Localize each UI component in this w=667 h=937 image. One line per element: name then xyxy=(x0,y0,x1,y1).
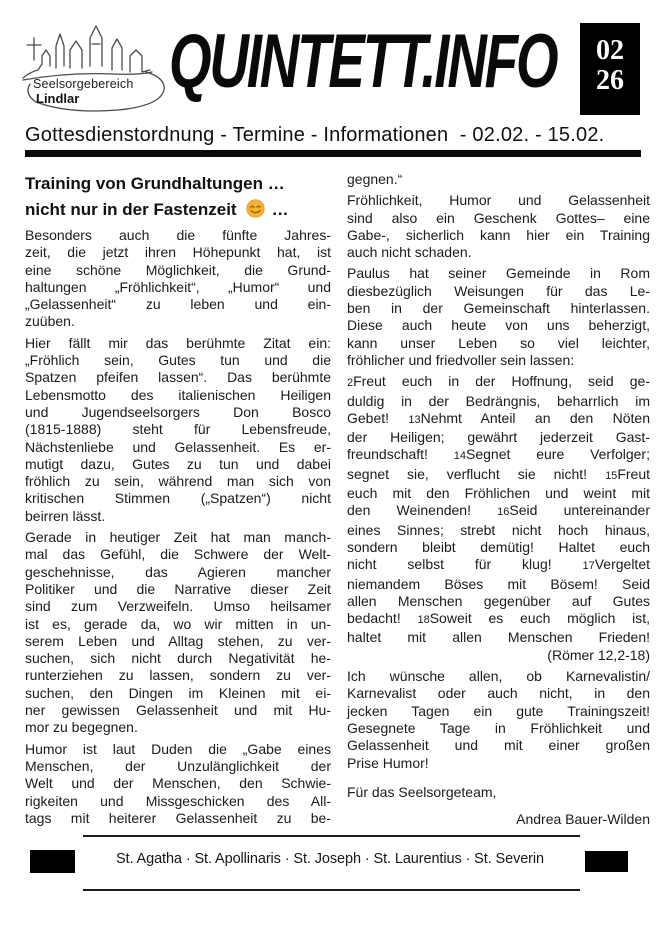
text-line xyxy=(347,576,650,593)
text-segment: runterziehen zu lassen, sondern zu ver- xyxy=(25,667,331,684)
text-segment: ner gewissen Gelassenheit und mit Hu- xyxy=(25,702,331,719)
footer-rule-top xyxy=(83,835,580,837)
text-line xyxy=(347,755,650,772)
text-line xyxy=(347,784,650,801)
text-line xyxy=(25,279,331,296)
text-segment: Für das Seelsorgeteam, xyxy=(347,783,497,800)
text-segment: niemandem Böses mit Bösem! Seid xyxy=(347,575,650,592)
text-line xyxy=(347,352,650,369)
paragraph xyxy=(347,171,650,188)
footer-right-block xyxy=(585,851,628,872)
issue-box xyxy=(580,23,640,115)
text-segment: Paulus hat seiner Gemeinde in Rom xyxy=(347,265,650,282)
text-segment: Hier fällt mir das berühmte Zitat ein: xyxy=(25,334,331,351)
text-line xyxy=(347,429,650,446)
verse-number: 17 xyxy=(582,560,595,573)
text-line xyxy=(25,810,331,827)
text-line xyxy=(25,685,331,702)
text-line xyxy=(25,421,331,438)
text-segment: Freut euch in der Hoffnung, seid ge- xyxy=(353,373,650,390)
text-line xyxy=(347,192,650,209)
text-segment: Fröhlichkeit, Humor und Gelassenheit xyxy=(347,192,650,209)
text-segment: allen Menschen gegenüber auf Gutes xyxy=(347,592,650,609)
left-column xyxy=(25,171,331,831)
text-segment: sind also ein Geschenk Gottes– eine xyxy=(347,209,650,226)
text-segment: euch mit den Fröhlichen und weint mit xyxy=(347,485,650,502)
text-line xyxy=(347,502,650,521)
paragraph xyxy=(347,668,650,772)
paragraph xyxy=(25,741,331,827)
verse-number: 14 xyxy=(453,450,467,463)
text-segment: auch nicht schaden. xyxy=(347,244,472,261)
text-segment: serem Leben und Alltag stehen, zu ver- xyxy=(25,632,331,649)
text-line xyxy=(347,610,650,629)
text-line xyxy=(25,508,331,525)
text-segment: kann unser Leben so viel leichter, xyxy=(347,334,650,351)
text-segment: Soweit es euch möglich ist, xyxy=(429,610,650,627)
text-line xyxy=(347,668,650,685)
text-line xyxy=(347,703,650,720)
text-segment: Gabe-, sicherlich kann hier ein Training xyxy=(347,226,650,243)
text-segment: jecken Tagen ein gute Trainingszeit! xyxy=(347,702,650,719)
text-line xyxy=(25,529,331,546)
text-line xyxy=(347,556,650,575)
text-line xyxy=(25,296,331,313)
text-segment: nicht selbst für klug! xyxy=(347,556,583,573)
text-segment: eines Sinnes; strebt nicht hoch hinaus, xyxy=(347,521,650,538)
text-line xyxy=(347,171,650,188)
text-segment: Nehmt Anteil an den Nöten xyxy=(420,409,650,426)
text-line xyxy=(25,650,331,667)
text-line xyxy=(25,352,331,369)
text-line xyxy=(25,793,331,810)
text-line xyxy=(347,446,650,465)
paragraph xyxy=(25,529,331,737)
text-line xyxy=(347,283,650,300)
text-segment: Welt und der Menschen, den Schwie- xyxy=(25,775,331,792)
text-line xyxy=(25,335,331,352)
text-segment: eine schöne Möglichkeit, die Grund- xyxy=(25,261,331,278)
text-segment: Gebet! xyxy=(347,409,409,426)
text-line xyxy=(25,313,331,330)
footer-rule-bottom xyxy=(83,889,580,891)
text-segment: Nächstenliebe und Gelassenheit. Es er- xyxy=(25,438,331,455)
text-segment: und Jugendseelsorgers Don Bosco xyxy=(25,403,331,420)
text-segment: rigkeiten und Missgeschicken des All- xyxy=(25,792,331,809)
issue-number-bottom: 26 xyxy=(596,65,624,96)
text-segment: den Weinenden! xyxy=(347,502,498,519)
text-segment: Diese auch heute von uns beherzigt, xyxy=(347,317,650,334)
text-line xyxy=(25,758,331,775)
text-segment: zuüben. xyxy=(25,313,75,330)
text-line xyxy=(347,227,650,244)
text-line xyxy=(25,387,331,404)
text-line xyxy=(347,373,650,392)
text-segment: mor zu begegnen. xyxy=(25,719,138,736)
text-line xyxy=(25,741,331,758)
tagline: Gottesdienstordnung - Termine - Informationen - 02.02. - 15.02. xyxy=(25,124,605,146)
text-segment: der Heiligen; gewährt jederzeit Gast- xyxy=(347,429,650,446)
right-column xyxy=(347,171,650,832)
text-line xyxy=(347,685,650,702)
text-segment: Freut xyxy=(617,465,650,482)
text-segment: haltet mit allen Menschen Frieden! xyxy=(347,629,650,646)
text-line xyxy=(25,473,331,490)
text-segment: kritischen Stimmen („Spatzen“) nicht xyxy=(25,490,331,507)
text-line xyxy=(347,720,650,737)
text-segment: Vergeltet xyxy=(594,556,650,573)
text-segment: suchen, den Dingen im Kleinen mit ei- xyxy=(25,684,331,701)
text-line xyxy=(347,210,650,227)
verse-number: 15 xyxy=(605,469,618,482)
text-segment: Andrea Bauer-Wilden xyxy=(516,811,650,828)
text-segment: Gelassenheit und mit einer großen xyxy=(347,737,650,754)
text-line xyxy=(25,456,331,473)
logo-region-label: Seelsorgebereich xyxy=(33,77,134,91)
text-segment: Besonders auch die fünfte Jahres- xyxy=(25,227,331,243)
text-segment: diesbezüglich Weisungen für das Le- xyxy=(347,282,650,299)
text-line xyxy=(347,522,650,539)
paragraph xyxy=(347,265,650,369)
parish-logo xyxy=(18,14,170,116)
text-line xyxy=(347,539,650,556)
text-line xyxy=(25,439,331,456)
text-line xyxy=(347,244,650,261)
header-rule xyxy=(25,150,641,157)
text-segment: Spatzen pfeifen lassen“. Das berühmte xyxy=(25,369,331,386)
paragraph xyxy=(347,811,650,828)
text-segment: suchen, sich nicht durch Negativität he- xyxy=(25,650,331,667)
heading-line-1: Training von Grundhaltungen … xyxy=(25,174,285,193)
text-segment: zeit, die jetzt ihren Höhepunkt hat, ist xyxy=(25,244,331,261)
text-segment: Politiker und die Narrative dieser Zeit xyxy=(25,580,331,597)
text-segment: duldig in der Bedrängnis, beharrlich im xyxy=(347,392,650,409)
text-segment: fröhlicher und friedvoller sein lassen: xyxy=(347,351,575,368)
text-line xyxy=(347,393,650,410)
text-line xyxy=(347,485,650,502)
church-names: St. Agatha · St. Apollinaris · St. Joseph · St. Laurentius · St. Severin xyxy=(115,851,544,867)
text-line xyxy=(347,466,650,485)
article-heading xyxy=(25,171,331,223)
text-line xyxy=(347,265,650,282)
text-line xyxy=(25,667,331,684)
text-segment: Humor ist laut Duden die „Gabe eines xyxy=(25,740,331,757)
verse-number: 16 xyxy=(497,506,510,519)
text-segment: sondern bleibt demütig! Haltet euch xyxy=(347,538,650,555)
text-line xyxy=(25,633,331,650)
text-line xyxy=(25,369,331,386)
text-segment: bedacht! xyxy=(347,610,418,627)
text-segment: Segnet eure Verfolger; xyxy=(466,446,650,463)
text-segment: ben in der Gemeinschaft hinterlassen. xyxy=(347,300,650,317)
text-segment: Menschen, der Unzulänglichkeit der xyxy=(25,757,331,774)
text-segment: „Fröhlich sein, Gutes tun und die xyxy=(25,352,331,369)
smiling-face-icon xyxy=(246,199,265,218)
text-line xyxy=(25,404,331,421)
text-line xyxy=(347,300,650,317)
text-line xyxy=(25,564,331,581)
issue-number-top: 02 xyxy=(596,35,624,66)
right-paragraphs xyxy=(347,171,650,828)
text-line xyxy=(347,737,650,754)
text-line xyxy=(25,775,331,792)
text-segment: mutigt dazu, Gutes zu tun und dabei xyxy=(25,455,331,472)
text-line xyxy=(347,317,650,334)
text-line xyxy=(347,410,650,429)
verse-number: 18 xyxy=(417,614,430,627)
text-segment: freundschaft! xyxy=(347,446,454,463)
text-segment: Gerade in heutiger Zeit hat man manch- xyxy=(25,529,331,546)
text-segment: sind zum Verzweifeln. Umso heilsamer xyxy=(25,598,331,615)
verse-number: 2 xyxy=(347,377,354,390)
text-segment: Ich wünsche allen, ob Karnevalistin/ xyxy=(347,668,650,685)
text-segment: tags mit heiterer Gelassenheit zu be- xyxy=(25,809,331,826)
footer-left-block xyxy=(30,850,75,873)
text-line xyxy=(347,647,650,664)
text-segment: fröhlich zu sein, während man sich von xyxy=(25,473,331,490)
text-segment: haltungen „Fröhlichkeit“, „Humor“ und xyxy=(25,278,331,295)
text-segment: (Römer 12,2-18) xyxy=(547,646,650,663)
text-line xyxy=(25,244,331,261)
text-line xyxy=(25,546,331,563)
text-segment: Seid untereinander xyxy=(509,502,650,519)
verse-number: 13 xyxy=(408,413,421,426)
logo-town-label: Lindlar xyxy=(36,91,80,106)
text-segment: gegnen.“ xyxy=(347,171,403,187)
text-line xyxy=(25,227,331,244)
text-segment: geschehnisse, das Agieren mancher xyxy=(25,563,331,580)
text-line xyxy=(25,262,331,279)
text-segment: beirren lässt. xyxy=(25,507,106,524)
text-segment: Prise Humor! xyxy=(347,754,429,771)
heading-ellipsis: … xyxy=(271,200,289,219)
newsletter-title: QUINTETT.INFO xyxy=(169,19,557,104)
text-segment: „Gelassenheit“ zu leben und ein- xyxy=(25,296,331,313)
heading-line-2: nicht nur in der Fastenzeit xyxy=(25,200,237,219)
text-line xyxy=(25,581,331,598)
text-line xyxy=(347,811,650,828)
paragraph xyxy=(347,192,650,261)
text-line xyxy=(25,702,331,719)
text-segment: mal das Gefühl, die Schwere der Welt- xyxy=(25,546,331,563)
text-segment: ist es, gerade da, wo wir mitten in un- xyxy=(25,615,331,632)
text-line xyxy=(25,616,331,633)
paragraph xyxy=(25,227,331,331)
left-paragraphs xyxy=(25,227,331,827)
text-line xyxy=(347,629,650,646)
text-line xyxy=(347,335,650,352)
text-line xyxy=(25,719,331,736)
text-line xyxy=(25,598,331,615)
text-segment: (1815-1888) steht für Lebensfreude, xyxy=(25,421,331,438)
text-segment: Gesegnete Tage in Fröhlichkeit und xyxy=(347,719,650,736)
paragraph xyxy=(347,784,650,801)
text-segment: Karnevalist oder auch nicht, in den xyxy=(347,685,650,702)
text-line xyxy=(25,490,331,507)
text-segment: Lebensmotto des italienischen Heiligen xyxy=(25,386,331,403)
text-segment: segnet sie, verflucht sie nicht! xyxy=(347,465,606,482)
paragraph xyxy=(347,373,650,664)
paragraph xyxy=(25,335,331,525)
text-line xyxy=(347,593,650,610)
